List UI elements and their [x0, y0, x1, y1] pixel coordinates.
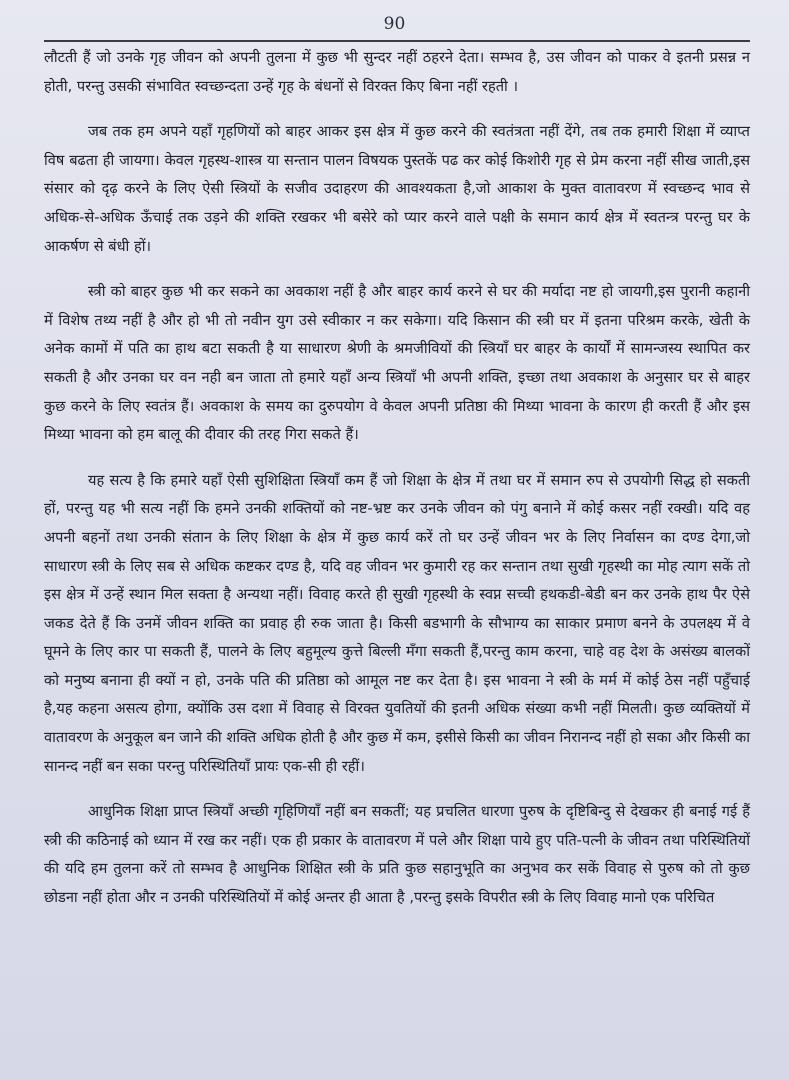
- paragraph: जब तक हम अपने यहाँ गृहणियों को बाहर आकर इस क्षेत्र में कुछ करने की स्वतंत्रता नहीं देंगे, तब तक हमारी शिक्षा में व्याप्त विष बढता ही जायगा। केवल गृहस्थ-शास्त्र या सन्तान पालन विषयक पुस्तकें पढ कर कोई किशोरी गृह से प्रेम करना नहीं सीख जाती,इस संसार को दृढ़ करने के लिए ऐसी स्त्रियों के सजीव उदाहरण की आवश्यकता है,जो आकाश के मुक्त वातावरण में स्वच्छन्द भाव से अधिक-से-अधिक ऊँचाई तक उड़ने की शक्ति रखकर भी बसेरे को प्यार करने वाले पक्षी के समान कार्य क्षेत्र में स्वतन्त्र परन्तु घर के आकर्षण से बंधी हों।: [44, 123, 750, 255]
- paragraph: यह सत्य है कि हमारे यहाँ ऐसी सुशिक्षिता स्त्रियाँ कम हैं जो शिक्षा के क्षेत्र में तथा घर में समान रुप से उपयोगी सिद्ध हो सकती हों, परन्तु यह भी सत्य नहीं कि हमने उनकी शक्तियों को नष्ट-भ्रष्ट कर उनके जीवन को पंगु बनाने में कोई कसर नहीं रक्खी। यदि वह अपनी बहनों तथा उनकी संतान के लिए शिक्षा के क्षेत्र में कुछ कार्य करें तो घर उन्हें जीवन भर के लिए निर्वासन का दण्ड देगा,जो साधारण स्त्री के लिए सब से अधिक कष्टकर दण्ड है, यदि वह जीवन भर कुमारी रह कर सन्तान तथा सुखी गृहस्थी का मोह त्याग सकें तो इस क्षेत्र में उन्हें स्थान मिल सक्ता है अन्यथा नहीं। विवाह करते ही सुखी गृहस्थी के स्वप्न सच्ची हथकडी-बेडी बन कर उनके हाथ पैर ऐसे जकड देते हैं कि उनमें जीवन शक्ति का प्रवाह ही रुक जाता है। किसी बडभागी के सौभाग्य का साकार प्रमाण बनने के उपलक्ष्य में वे घूमने के लिए कार पा सकती हैं, पालने के लिए बहुमूल्य कुत्ते बिल्ली मँगा सकती हैं,परन्तु काम करना, चाहे वह देश के असंख्य बालकों को मनुष्य बनाना ही क्यों न हो, उनके पति की प्रतिष्ठा को आमूल नष्ट कर देता है। इस भावना ने स्त्री के मर्म में कोई ठेस नहीं पहुँचाई है,यह कहना असत्य होगा, क्योंकि उस दशा में विवाह से विरक्त युवतियों की इतनी अधिक संख्या कभी नहीं मिलती। कुछ व्यक्तियों में वातावरण के अनुकूल बन जाने की शक्ति अधिक होती है और कुछ में कम, इसीसे किसी का जीवन निरानन्द नहीं हो सका और किसी का सानन्द नहीं बन सका परन्तु परिस्थितियाँ प्रायः एक-सी ही रहीं।: [44, 471, 750, 775]
- paragraph-continuation: लौटती हैं जो उनके गृह जीवन को अपनी तुलना में कुछ भी सुन्दर नहीं ठहरने देता। सम्भव है, उस जीवन को पाकर वे इतनी प्रसन्न न होती, परन्तु उसकी संभावित स्वच्छन्दता उन्हें गृह के बंधनों से विरक्त किए बिना नहीं रहती ।: [44, 49, 750, 95]
- header-rule: [44, 40, 750, 42]
- body-text: [44, 44, 750, 913]
- page-number: 90: [383, 14, 406, 34]
- paragraph: स्त्री को बाहर कुछ भी कर सकने का अवकाश नहीं है और बाहर कार्य करने से घर की मर्यादा नष्ट हो जायगी,इस पुरानी कहानी में विशेष तथ्य नहीं है और हो भी तो नवीन युग उसे स्वीकार न कर सकेगा। यदि किसान की स्त्री घर में इतना परिश्रम करके, खेती के अनेक कामों में पति का हाथ बटा सकती है या साधारण श्रेणी के श्रमजीवियों की स्त्रियाँ घर बाहर के कार्यों में सामन्जस्य स्थापित कर सकती है और उनका घर वन नही बन जाता तो हमारे यहाँ अन्य स्त्रियाँ भी अपनी शक्ति, इच्छा तथा अवकाश के अनुसार घर से बाहर कुछ करने के लिए स्वतंत्र हैं। अवकाश के समय का दुरुपयोग वे केवल अपनी प्रतिष्ठा की मिथ्या भावना के कारण ही करती हैं और इस मिथ्या भावना को हम बालू की दीवार की तरह गिरा सकते हैं।: [44, 283, 750, 444]
- paragraph: आधुनिक शिक्षा प्राप्त स्त्रियाँ अच्छी गृहिणियाँ नहीं बन सकतीं; यह प्रचलित धारणा पुरुष के दृष्टिबिन्दु से देखकर ही बनाई गई हैं स्त्री की कठिनाई को ध्यान में रख कर नहीं। एक ही प्रकार के वातावरण में पले और शिक्षा पाये हुए पति-पत्नी के जीवन तथा परिस्थितियों की यदि हम तुलना करें तो सम्भव है आधुनिक शिक्षित स्त्री के प्रति कुछ सहानुभूति का अनुभव कर सकें विवाह से पुरुष को तो कुछ छोडना नहीं होता और न उनकी परिस्थितियों में कोई अन्तर ही आता है ,परन्तु इसके विपरीत स्त्री के लिए विवाह मानो एक परिचित: [44, 803, 750, 907]
